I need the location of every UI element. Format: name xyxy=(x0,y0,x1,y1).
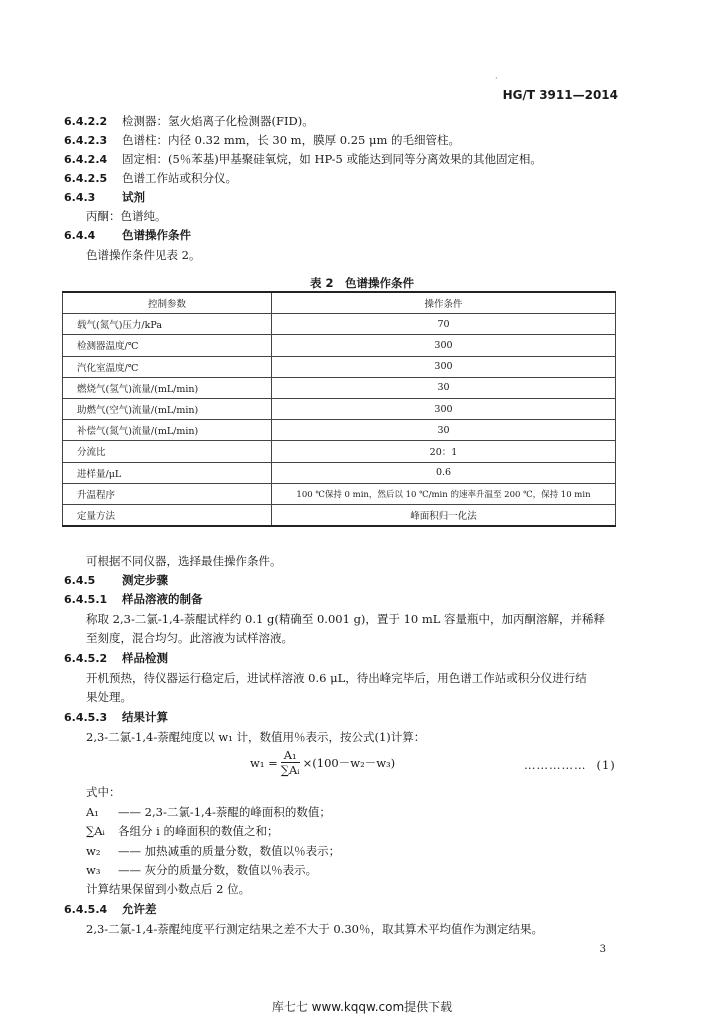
tolerance-text: 2,3-二氯-1,4-萘醌纯度平行测定结果之差不大于 0.30％，取其算术平均值作为测定结果。 xyxy=(86,922,543,936)
clause-6-4-2-5: 6.4.2.5 色谱工作站或积分仪。 xyxy=(64,171,237,185)
clause-6-4-5-4: 6.4.5.4 允许差 xyxy=(64,902,157,916)
formula-numerator: A₁ xyxy=(281,748,300,763)
sample-prep-line-1: 称取 2,3-二氯-1,4-萘醌试样约 0.1 g(精确至 0.001 g)，置于 10 mL 容量瓶中，加丙酮溶解，并稀释 xyxy=(86,612,606,626)
clause-6-4-2-4: 6.4.2.4 固定相：(5％苯基)甲基聚硅氧烷，如 HP-5 或能达到同等分离效果的其他固定相。 xyxy=(64,152,542,166)
clause-6-4-3: 6.4.3 试剂 xyxy=(64,190,145,204)
header-parameter: 控制参数 xyxy=(63,292,272,314)
variable-def: ∑Aᵢ 各组分 i 的峰面积的数值之和； xyxy=(86,824,279,838)
standard-number: HG/T 3911—2014 xyxy=(502,88,618,102)
table-row: 检测器温度/℃ 300 xyxy=(63,335,616,356)
purity-formula xyxy=(250,748,395,777)
variable-def: w₃ —— 灰分的质量分数，数值以％表示。 xyxy=(86,863,318,877)
where-label: 式中： xyxy=(86,785,121,799)
detection-line-1: 开机预热，待仪器运行稳定后，进试样溶液 0.6 μL，待出峰完毕后，用色谱工作站或积分仪进行结 xyxy=(86,671,587,685)
clause-6-4-2-3: 6.4.2.3 色谱柱：内径 0.32 mm，长 30 m，膜厚 0.25 μm 的毛细管柱。 xyxy=(64,133,461,147)
table-row: 分流比 20：1 xyxy=(63,441,616,462)
formula-number: …………… (1) xyxy=(524,758,616,772)
table-row: 载气(氮气)压力/kPa 70 xyxy=(63,314,616,335)
table-row: 助燃气(空气)流量/(mL/min) 300 xyxy=(63,398,616,419)
formula-denominator: ∑Aᵢ xyxy=(280,763,300,777)
header-condition: 操作条件 xyxy=(272,292,616,314)
table-row: 燃烧气(氢气)流量/(mL/min) 30 xyxy=(63,377,616,398)
page-number: 3 xyxy=(599,944,606,955)
header-mark: · xyxy=(495,74,498,83)
table-title: 表 2 色谱操作条件 xyxy=(309,276,414,290)
table-header-row xyxy=(63,292,616,314)
table-row: 补偿气(氮气)流量/(mL/min) 30 xyxy=(63,420,616,441)
table-row: 升温程序 100 ℃保持 0 min，然后以 10 ℃/min 的速率升温至 200 ℃，保持 10 min xyxy=(63,483,616,504)
result-precision-note: 计算结果保留到小数点后 2 位。 xyxy=(86,882,251,896)
clause-6-4-5-2: 6.4.5.2 样品检测 xyxy=(64,651,168,665)
table-reference-text: 色谱操作条件见表 2。 xyxy=(86,248,201,262)
formula-lhs: w₁ = xyxy=(250,755,278,770)
clause-6-4-5-1: 6.4.5.1 样品溶液的制备 xyxy=(64,592,203,606)
formula-fraction xyxy=(281,748,300,777)
sample-prep-line-2: 至刻度，混合均匀。此溶液为试样溶液。 xyxy=(86,631,293,645)
table-row: 进样量/μL 0.6 xyxy=(63,462,616,483)
clause-6-4-2-2: 6.4.2.2 检测器：氢火焰离子化检测器(FID)。 xyxy=(64,114,314,128)
clause-6-4-5: 6.4.5 测定步骤 xyxy=(64,573,168,587)
after-table-note: 可根据不同仪器，选择最佳操作条件。 xyxy=(86,554,282,568)
calculation-text: 2,3-二氯-1,4-萘醌纯度以 w₁ 计，数值用％表示，按公式(1)计算： xyxy=(86,730,426,744)
variable-def: A₁ —— 2,3-二氯-1,4-萘醌的峰面积的数值； xyxy=(86,805,331,819)
reagent-text: 丙酮：色谱纯。 xyxy=(86,209,167,223)
table-row: 定量方法 峰面积归一化法 xyxy=(63,504,616,526)
clause-6-4-5-3: 6.4.5.3 结果计算 xyxy=(64,710,168,724)
chromatography-conditions-table xyxy=(62,291,616,527)
formula-rhs: ×(100－w₂－w₃) xyxy=(302,755,396,770)
detection-line-2: 果处理。 xyxy=(86,690,132,704)
table-row: 汽化室温度/℃ 300 xyxy=(63,356,616,377)
clause-6-4-4: 6.4.4 色谱操作条件 xyxy=(64,228,191,242)
variable-def: w₂ —— 加热减重的质量分数，数值以％表示； xyxy=(86,844,341,858)
download-footer: 库七七 www.kqqw.com提供下载 xyxy=(271,1000,453,1014)
